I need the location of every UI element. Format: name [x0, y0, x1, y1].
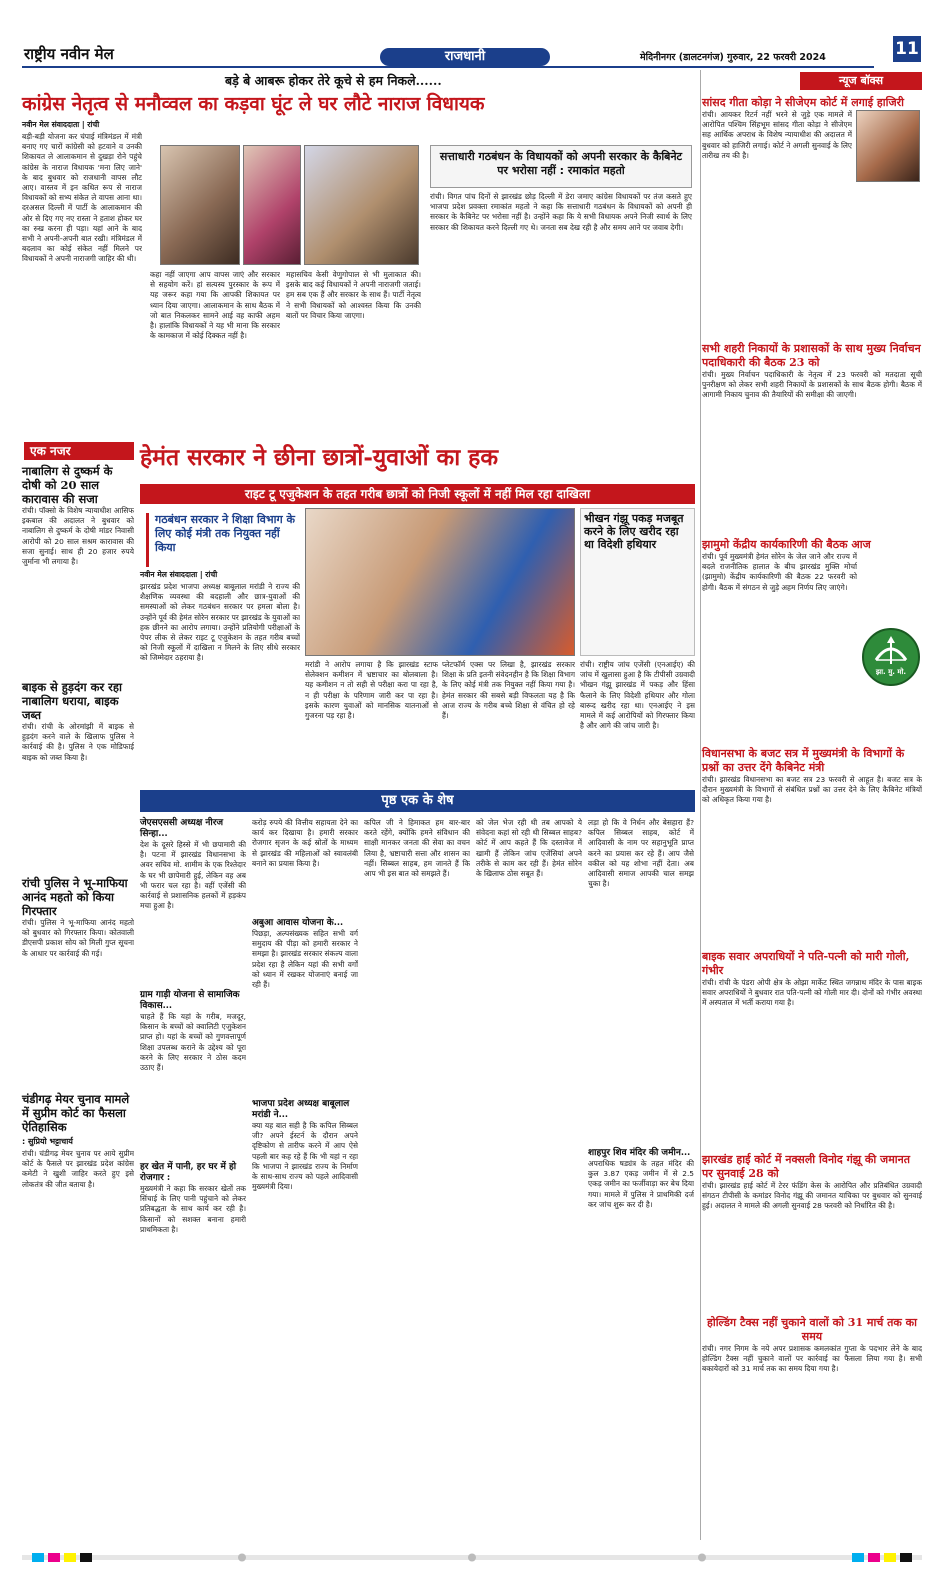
remainder-col1-body: चाहते हैं कि यहां के गरीब, मजदूर, किसान के बच्चों को क्वालिटी एजुकेशन प्राप्त हो। यहां के बच्चों को गुणवत्तापूर्ण शिक्षा उपलब्ध कराने के उद्देश्य को पूरा करने के लिए सरकार ने ठोस कदम उठाए हैं।	[140, 1012, 246, 1073]
remainder-column-4	[476, 818, 582, 1518]
ek-nazar-item-body: रांची। पॉक्सो के विशेष न्यायाधीश आसिफ इकबाल की अदालत ने बुधवार को नाबालिग से दुष्कर्म के दोषी मांडर निवासी आरोपी को 20 साल सश्रम कारावास की सजा सुनाई। साथ ही 20 हजार रुपये जुर्माना भी लगाया है।	[22, 506, 134, 567]
lead-headline: कांग्रेस नेतृत्व से मनौव्वल का कड़वा घूंट ले घर लौटे नाराज विधायक	[22, 93, 485, 115]
remainder-col5-body: अपराधिक षड्यंत्र के तहत मंदिर की कुल 3.87 एकड़ जमीन में से 2.5 एकड़ जमीन का फर्जीवाड़ा कर बेच दिया गया। मामले में पुलिस ने प्राथमिकी दर्ज कर जांच शुरू कर दी है।	[588, 1159, 694, 1209]
main-column-3	[442, 660, 575, 785]
lead-column-2	[150, 270, 280, 430]
news-box-item-head: झारखंड हाई कोर्ट में नक्सली विनोद गंझू की जमानत पर सुनवाई 28 को	[702, 1153, 910, 1180]
lead-sub-story	[430, 192, 692, 430]
remainder-column-3	[364, 818, 470, 1518]
lead-byline: नवीन मेल संवाददाता | रांची	[22, 120, 100, 129]
column-rule	[700, 70, 701, 1540]
ek-nazar-kicker: : सुप्रियो भट्टाचार्य	[22, 1137, 73, 1146]
lead-body-1: बड़ी-बड़ी योजना कर चंपाई मंत्रिमंडल में मंत्री बनाए गए चारों कांग्रेसी को हटवाने व उनकी शिकायत ले आलाकमान से दुखड़ा रोने पहुंचे कांग्रेस के नाराज विधायक 'मना लिए जाने' के बाद बुधवार को राजधानी वापस लौट आए। वास्तव में इन कथित रूप से नाराज विधायकों को सभ्य संकेत ले वापस आना था। दरअसल दिल्ली में पार्टी के आलाकमान की ओर से दिए गए नए रास्ता ने हताश होकर घर का रुख करना ही पड़ा। यहां आने के बाद सभी ने अपनी-अपनी बात रखी। मंत्रिमंडल में बदलाव का कोई संकेत नहीं मिलने पर विधायकों ने अपनी नाराजगी जाहिर की थी।	[22, 132, 142, 264]
lead-body-2: कहा नहीं जाएगा आप वापस जाएं और सरकार से सहयोग करें। हां सत्यस्य पुरस्कार के रूप में यह जरूर कहा गया कि आपकी शिकायत पर ध्यान दिया जाएगा। आलाकमान के साथ बैठक में जो बात निकलकर सामने आई वह काफी अहम है। हालांकि विधायकों ने यह भी माना कि सरकार के कामकाज में कोई दिक्कत नहीं है।	[150, 270, 280, 341]
news-box-item-head: झामुमो केंद्रीय कार्यकारिणी की बैठक आज	[702, 538, 871, 551]
jmm-logo-text: झा. मु. मो.	[875, 668, 907, 676]
ek-nazar-item-head: चंडीगढ़ मेयर चुनाव मामले में सुप्रीम कोर्ट का फैसला ऐतिहासिक	[22, 1092, 130, 1134]
main-body-1: झारखंड प्रदेश भाजपा अध्यक्ष बाबूलाल मरांडी ने राज्य की शैक्षणिक व्यवस्था की बदहाली और छात्र-युवाओं की समस्याओं को लेकर गठबंधन सरकार पर हमला बोला है। उन्होंने पूर्व की हेमंत सोरेन सरकार पर झारखंड के युवाओं का हक छीनने का आरोप लगाया। उन्होंने प्रतियोगी परीक्षाओं के पेपर लीक से लेकर राइट टू एजुकेशन के तहत गरीब बच्चों को निजी स्कूलों में दाखिला न मिलने के लिए सीधे सरकार को जिम्मेदार ठहराया है।	[140, 582, 300, 663]
remainder-col2-head: भाजपा प्रदेश अध्यक्ष बाबूलाल मरांडी ने...	[252, 1099, 350, 1120]
lead-kicker: बड़े बे आबरू होकर तेरे कूचे से हम निकले......	[225, 73, 442, 88]
main-headline: हेमंत सरकार ने छीना छात्रों-युवाओं का हक	[140, 444, 499, 471]
remainder-col1-head: हर खेत में पानी, हर घर में हो रोजगार :	[140, 1162, 237, 1183]
remainder-bar: पृष्ठ एक के शेष	[140, 790, 695, 812]
remainder-col2-body: करोड़ रुपये की वित्तीय सहायता देने का कार्य कर दिखाया है। हमारी सरकार रोजगार सृजन के कई स्रोतों के माध्यम से झारखंड की महिलाओं को स्वावलंबी बनाने का प्रयास किया है।	[252, 818, 358, 868]
main-subhead-bar: राइट टू एजुकेशन के तहत गरीब छात्रों को निजी स्कूलों में नहीं मिल रहा दाखिला	[140, 484, 695, 504]
ek-nazar-item-body: रांची। पुलिस ने भू-माफिया आनंद महतो को बुधवार को गिरफ्तार किया। कोतवाली डीएसपी प्रकाश सोय को मिली गुप्त सूचना के आधार पर कार्रवाई की गई।	[22, 918, 134, 958]
lead-photo-1	[160, 145, 240, 265]
news-box-photo	[856, 110, 920, 182]
news-box-item-body: रांची। आयकर रिटर्न नहीं भरने से जुड़े एक मामले में आरोपित पश्चिम सिंहभूम सांसद गीता कोड़ा ने सीजेएम सह आर्थिक अपराध के विशेष न्यायाधीश की अदालत में बुधवार को हाजिरी लगाई। कोर्ट ने अगली सुनवाई के लिए तारीख तय की है।	[702, 110, 852, 160]
main-body-3: प्लेटफॉर्म एक्स पर लिखा है, झारखंड सरकार शिक्षा के प्रति इतनी संवेदनहीन है कि शिक्षा विभाग के लिए कोई मंत्री तक नियुक्त नहीं किया गया है। हेमंत सरकार की सबसे बड़ी विफलता यह है कि आज राज्य के गरीब बच्चे शिक्षा से वंचित हो रहे हैं।	[442, 660, 575, 721]
news-box-item-head: बाइक सवार अपराधियों ने पति-पत्नी को मारी गोली, गंभीर	[702, 950, 910, 977]
news-box-column	[702, 96, 922, 1454]
remainder-col1-head: जेएसएससी अध्यक्ष नीरज सिन्हा...	[140, 818, 224, 839]
news-box-item-head: विधानसभा के बजट सत्र में मुख्यमंत्री के विभागों के प्रश्नों का उत्तर देंगे कैबिनेट मंत्री	[702, 747, 905, 774]
jmm-logo	[862, 628, 920, 686]
ek-nazar-item-head: नाबालिग से दुष्कर्म के दोषी को 20 साल कारावास की सजा	[22, 464, 113, 506]
main-body-2: मरांडी ने आरोप लगाया है कि झारखंड स्टाफ सेलेक्शन कमीशन में भ्रष्टाचार का बोलबाला है। यह कमीशन न तो सही से परीक्षा करा पा रहा है, न ही परीक्षा के परिणाम जारी कर पा रहा है। इसके कारण युवाओं को मानसिक यातनाओं से गुजरना पड़ रहा है।	[305, 660, 438, 721]
lead-column-3	[286, 270, 421, 430]
masthead-rule	[22, 66, 874, 68]
remainder-column-5	[588, 818, 694, 1509]
registration-marks	[22, 1553, 922, 1563]
ek-nazar-column	[22, 464, 134, 1449]
center-right-box	[580, 508, 695, 656]
remainder-col1-body: देश के दूसरे हिस्से में भी छपामारी की है। पटना में झारखंड विधानसभा के अवर सचिव मो. शामीम के एक रिश्तेदार के घर भी छापेमारी हुई, लेकिन वह अब भी फरार चल रहा है। वहीं एजेंसी की कार्रवाई से प्रशासनिक हलकों में हड़कंप मचा हुआ है।	[140, 840, 246, 911]
ek-nazar-item-head: बाइक से हुड़दंग कर रहा नाबालिग धराया, बाइक जब्त	[22, 680, 122, 722]
remainder-col5-head: शाहपुर शिव मंदिर की जमीन...	[588, 1148, 691, 1158]
news-box-item-body: रांची। रांची के पंडरा ओपी क्षेत्र के ओझा मार्केट स्थित जगन्नाथ मंदिर के पास बाइक सवार अपराधियों ने बुधवार रात पति-पत्नी को गोली मार दी। दोनों को गंभीर अवस्था में अस्पताल में भर्ती कराया गया है।	[702, 978, 922, 1008]
remainder-col2-body: पिछड़ा, अल्पसंख्यक सहित सभी वर्ग समुदाय की पीड़ा को हमारी सरकार ने समझा है। झारखंड सरकार संकल्प वाला प्रदेश रहा है लेकिन यहां की सभी वर्गों को ध्यान में रखकर योजनाएं बनाई जा रही हैं।	[252, 929, 358, 990]
remainder-col3-body: कपिल जी ने हिमाकत हम बार-बार करते रहेंगे, क्योंकि हमने संविधान की साक्षी मानकर जनता की सेवा का वचन लिया है, भ्रष्टाचारी सत्ता और शासन का नहीं। सिब्बल साहब, हम जानते हैं कि आप भी इस बात को समझते हैं।	[364, 818, 470, 879]
dateline: मेदिनीनगर (डालटनगंज) गुरुवार, 22 फरवरी 2024	[640, 52, 826, 63]
center-right-column	[580, 660, 695, 785]
lead-sub-headline: सत्ताधारी गठबंधन के विधायकों को अपनी सरकार के कैबिनेट पर भरोसा नहीं : रमाकांत महतो	[430, 145, 692, 188]
remainder-column-1	[140, 818, 246, 1564]
news-box-tab: न्यूज बॉक्स	[800, 72, 922, 90]
main-quote: गठबंधन सरकार ने शिक्षा विभाग के लिए कोई मंत्री तक नियुक्त नहीं किया	[146, 513, 296, 567]
news-box-item-head: सांसद गीता कोड़ा ने सीजेएम कोर्ट में लगाई हाजिरी	[702, 96, 904, 109]
lead-photo-2	[243, 145, 301, 265]
main-byline: नवीन मेल संवाददाता | रांची	[140, 570, 218, 579]
lead-body-3: महासचिव केसी वेणुगोपाल से भी मुलाकात की। इसके बाद कई विधायकों ने अपनी नाराजगी जताई। हम सब एक हैं और सरकार के साथ हैं। पार्टी नेतृत्व ने सभी विधायकों को आश्वस्त किया कि उनकी बातों पर विचार किया जाएगा।	[286, 270, 421, 320]
ek-nazar-item-body: रांची। चंडीगढ़ मेयर चुनाव पर आये सुप्रीम कोर्ट के फैसले पर झारखंड प्रदेश कांग्रेस कमेटी ने खुशी जाहिर करते हुए इसे लोकतंत्र की जीत बताया है।	[22, 1149, 134, 1189]
remainder-col4-body: को जेल भेज रही थी तब आपको ये संवेदना कहां सो रही थी सिब्बल साहब? कोर्ट में आप कहते हैं कि दस्तावेज में खामी हैं लेकिन जांच एजेंसियां अपने तरीके से काम कर रही हैं। हेमंत सोरेन के खिलाफ ठोस सबूत हैं।	[476, 818, 582, 879]
remainder-col5-body: लड़ा हो कि वे निर्धन और बेसहारा हैं? कपिल सिब्बल साहब, कोर्ट में आदिवासी के नाम पर सहानुभूति प्राप्त करने का प्रयास कर रहे हैं। आप जैसे वकील को यह शोभा नहीं देता। अब आदिवासी समाज आपकी चाल समझ चुका है।	[588, 818, 694, 889]
page-number: 11	[893, 36, 921, 62]
ek-nazar-item-body: रांची। रांची के ओरमांझी में बाइक से हुड़दंग करने वाले के खिलाफ पुलिस ने कार्रवाई की है। पुलिस ने एक मोडिफाई बाइक को जब्त किया है।	[22, 722, 134, 762]
news-box-item-head: सभी शहरी निकायों के प्रशासकों के साथ मुख्य निर्वाचन पदाधिकारी की बैठक 23 को	[702, 342, 921, 369]
lead-photo-3	[304, 145, 419, 265]
center-right-body: रांची। राष्ट्रीय जांच एजेंसी (एनआईए) की जांच में खुलासा हुआ है कि टीपीसी उग्रवादी भीखन गंझू झारखंड में पकड़ और हिंसा फैलाने के लिए विदेशी हथियार और गोला बारूद खरीद रहा था। एनआईए ने इस मामले में कई आरोपियों को गिरफ्तार किया है और आगे की जांच जारी है।	[580, 660, 695, 731]
news-box-item-body: रांची। झारखंड हाई कोर्ट में टेरर फंडिंग केस के आरोपित और प्रतिबंधित उग्रवादी संगठन टीपीसी के कमांडर विनोद गंझू की जमानत याचिका पर बुधवार को सुनवाई हुई। अदालत ने मामले की अगली सुनवाई 28 फरवरी को निर्धारित की है।	[702, 1181, 922, 1211]
masthead-title: राष्ट्रीय नवीन मेल	[24, 45, 114, 63]
news-box-item-body: रांची। पूर्व मुख्यमंत्री हेमंत सोरेन के जेल जाने और राज्य में बदले राजनीतिक हालात के बीच झारखंड मुक्ति मोर्चा (झामुमो) केंद्रीय कार्यकारिणी की बैठक 22 फरवरी को होगी। बैठक में संगठन से जुड़े अहम निर्णय लिए जाएंगे।	[702, 552, 857, 592]
remainder-col1-head: ग्राम गाड़ी योजना से सामाजिक विकास...	[140, 990, 240, 1011]
news-box-item-head: होल्डिंग टैक्स नहीं चुकाने वालों को 31 मार्च तक का समय	[707, 1316, 917, 1343]
registration-bar	[22, 1548, 922, 1558]
news-box-item-body: रांची। झारखंड विधानसभा का बजट सत्र 23 फरवरी से आहूत है। बजट सत्र के दौरान मुख्यमंत्री के विभागों से संबंधित प्रश्नों का उत्तर देने के लिए कैबिनेट मंत्रियों को अधिकृत किया गया है।	[702, 775, 922, 805]
remainder-col2-head: अबुआ आवास योजना के...	[252, 918, 344, 928]
ek-nazar-item-head: रांची पुलिस ने भू-माफिया आनंद महतो को किया गिरफ्तार	[22, 876, 128, 918]
lead-sub-body: रांची। विगत पांच दिनों से झारखंड छोड़ दिल्ली में डेरा जमाए कांग्रेस विधायकों पर तंज कसते हुए भाजपा प्रदेश प्रवक्ता रमाकांत महतो ने कहा कि सत्ताधारी गठबंधन के विधायकों को अपनी ही सरकार के कैबिनेट पर भरोसा नहीं है। उन्होंने कहा कि ये सभी विधायक अपने निजी स्वार्थ के लिए सरकार की शिकायत करने दिल्ली गए थे। जनता सब देख रही है और समय आने पर जवाब देगी।	[430, 192, 692, 232]
main-column-2	[305, 660, 438, 785]
remainder-column-2	[252, 818, 358, 1521]
remainder-col2-body: क्या यह बात सही है कि कपिल सिब्बल जी? अपने ईस्टर्न के दौरान अपने दृष्टिकोण से तारीफ करने में आप ऐसे पहली बार कह रहे हैं कि भी यहां न रहा कि भाजपा ने झारखंड राज्य के निर्माण के साथ-साथ राज्य को पहले आदिवासी मुख्यमंत्री दिया।	[252, 1121, 358, 1192]
news-box-item-body: रांची। मुख्य निर्वाचन पदाधिकारी के नेतृत्व में 23 फरवरी को मतदाता सूची पुनरीक्षण को लेकर सभी शहरी निकायों के प्रशासकों के साथ बैठक होगी। बैठक में आगामी निकाय चुनाव की तैयारियों की समीक्षा की जाएगी।	[702, 370, 922, 400]
main-column-1	[140, 570, 300, 787]
center-right-head: भीखन गंझू पकड़ मजबूत करने के लिए खरीद रहा था विदेशी हथियार	[584, 512, 684, 551]
main-photo	[305, 508, 575, 656]
section-label: राजधानी	[380, 48, 550, 66]
remainder-col1-body: मुख्यमंत्री ने कहा कि सरकार खेतों तक सिंचाई के लिए पानी पहुंचाने को लेकर प्रतिबद्धता के साथ कार्य कर रही है। किसानों को सशक्त बनाना हमारी प्राथमिकता है।	[140, 1184, 246, 1234]
news-box-item-body: रांची। नगर निगम के नये अपर प्रशासक कमलकांत गुप्ता के पदभार लेने के बाद होल्डिंग टैक्स नहीं चुकाने वालों पर कार्रवाई का फैसला लिया गया है। सभी बकायेदारों को 31 मार्च तक का समय दिया गया है।	[702, 1344, 922, 1374]
ek-nazar-label: एक नजर	[24, 442, 134, 460]
lead-column-1	[22, 120, 142, 432]
